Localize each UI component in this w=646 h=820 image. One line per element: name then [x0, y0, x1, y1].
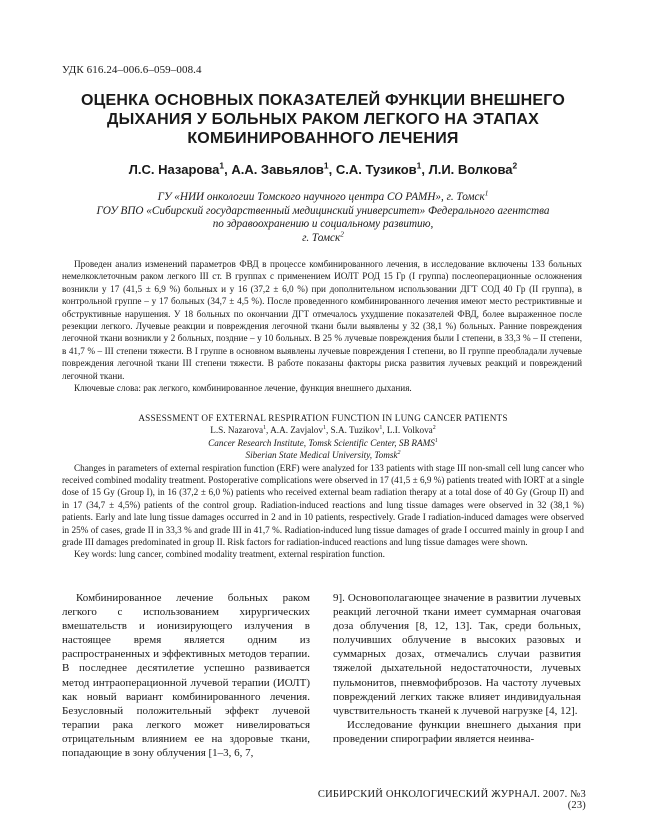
body-column-left	[62, 591, 310, 760]
en-affiliation-2-sup: 2	[397, 450, 401, 457]
affiliation-2-line2: по здравоохранению и социальному развитию,	[212, 218, 434, 230]
authors-ru: Л.С. Назарова$^1$, А.А. Завьялов$^1$, С.А. Тузиков$^1$, Л.И. Волкова$^2$	[128, 160, 518, 177]
en-author-sup: 2	[432, 425, 436, 432]
author-name: А.А. Завьялов	[231, 162, 324, 177]
abstract-en	[62, 412, 584, 561]
author-name: С.А. Тузиков	[335, 162, 417, 177]
affiliation-2-sup: 2	[340, 229, 344, 238]
en-affiliation-1-sup: 1	[434, 437, 438, 444]
author-sup: 1	[416, 160, 422, 171]
abstract-ru-text: Проведен анализ изменений параметров ФВД в процессе комбинированного лечения, в исследование включены 133 больных немелкоклеточным раком легкого III ст. В группах с применением ИОЛТ РОД 15 Гр (I группа) послеоперационные осложнения возникли у 17 (41,5 ± 6,9 %) больных и у 16 (37,2 ± 6,0 %) при дополнительном использовании ДГТ СОД 40 Гр (II группа), в контрольной группе – у 17 больных (34,7 ± 4,5 %). После проведенного комбинированного лечения имеют место рестриктивные и обструктивные нарушения. У 18 больных по окончании ДГТ отмечалось ухудшение показателей ФВД, более выраженное после резекции легкого. Лучевые реакции и повреждения легочной ткани были выявлены у 32 (38,1 %) больных. Ранние повреждения легочной ткани возникли у 2 больных, поздние – у 10 больных. В 25 % лучевые повреждения были I степени, в 33,3 % – II степени, в 41,7 % – III степени тяжести. В I группе в основном выявлены лучевые повреждения I степени, во II группе преобладали лучевые повреждения легочной ткани III степени тяжести. В работе показаны факторы риска развития лучевых реакций и повреждений легочной ткани.	[62, 259, 582, 381]
en-affiliation-1: Cancer Research Institute, Tomsk Scientific Center, SB RAMS	[208, 437, 435, 448]
en-authors: L.S. Nazarova$^1$, A.A. Zavjalov$^1$, S.A. Tuzikov$^1$, L.I. Volkova$^2$	[210, 425, 436, 436]
affiliation-1-sup: 1	[484, 189, 489, 198]
en-keywords: Key words: lung cancer, combined modality treatment, external respiration function.	[74, 549, 385, 560]
author-sup: 1	[323, 160, 329, 171]
abstract-ru	[62, 258, 582, 394]
author-sup: 2	[512, 160, 518, 171]
en-author-sup: 1	[322, 425, 326, 432]
keywords-ru: Ключевые слова: рак легкого, комбинированное лечение, функция внешнего дыхания.	[74, 383, 412, 394]
author-name: Л.И. Волкова	[428, 162, 513, 177]
affiliation-2-line1: ГОУ ВПО «Сибирский государственный медицинский университет» Федерального агентства	[96, 204, 550, 217]
author-sup: 1	[219, 160, 225, 171]
en-author-name: S.A. Tuzikov	[330, 425, 380, 436]
en-author-sup: 1	[263, 425, 267, 432]
affiliations-ru	[90, 191, 556, 245]
affiliation-1: ГУ «НИИ онкологии Томского научного центра СО РАМН», г. Томск	[157, 191, 485, 203]
body-column-right	[333, 591, 581, 746]
en-author-name: L.I. Volkova	[386, 425, 433, 436]
en-author-name: A.A. Zavjalov	[270, 425, 323, 436]
article-title: ОЦЕНКА ОСНОВНЫХ ПОКАЗАТЕЛЕЙ ФУНКЦИИ ВНЕШНЕГО ДЫХАНИЯ У БОЛЬНЫХ РАКОМ ЛЕГКОГО НА ЭТАПАХ КОМБИНИРОВАННОГО ЛЕЧЕНИЯ	[81, 92, 565, 147]
affiliation-2-line3: г. Томск	[302, 231, 341, 244]
author-name: Л.С. Назарова	[128, 162, 220, 177]
en-abstract-text: Changes in parameters of external respiration function (ERF) were analyzed for 133 patients with stage III non-small cell lung cancer who received combined modality treatment. Postoperative complications were observed in 17 (41,5 ± 6,9 %) patients treated with IORT at a single dose of 15 Gy (Group I), in 16 (37,2 ± 6,0 %) patients who received external beam radiation therapy at a total dose of 40 Gy (Group II) and in 17 (34,7 ± 4,5%) patients of the control group. Radiation-induced reactions and lung tissue damages were observed in 32 (38,1 %) patients. Early and late lung tissue damages occurred in 2 and in 10 patients, respectively. Grade I radiation-induced damages were observed in 25% of cases, grade II in 33,3 % and grade III in 41,7 %. Radiation-induced lung tissue damages of grade I occurred mainly in group I and grade III damages predominated in group II. Risk factors for radiation-induced reactions and lung tissue damages were shown.	[62, 462, 584, 548]
udc-code: УДК 616.24–006.6–059–008.4	[62, 64, 202, 76]
journal-footer: СИБИРСКИЙ ОНКОЛОГИЧЕСКИЙ ЖУРНАЛ. 2007. №3 (23)	[317, 789, 586, 811]
body-paragraph: 9]. Основополагающее значение в развитии лучевых реакций легочной ткани имеет суммарная очаговая доза облучения [8, 12, 13]. Так, среди больных, получивших облучение в высоких разовых и суммарных дозах, отмечались случаи развития тяжелой дыхательной недостаточности, лучевых пульмонитов, пневмофиброзов. На частоту лучевых повреждений легких также влияет индивидуальная чувствительность тканей к лучевой нагрузке [4, 12].	[333, 592, 581, 717]
body-paragraph: Комбинированное лечение больных раком легкого с использованием хирургических вмешательств и ионизирующего излучения в настоящее время является одним из распространенных и эффективных методов терапии. В последнее десятилетие успешно развивается метод интраоперационной лучевой терапии (ИОЛТ) как новый вариант комбинированного лечения. Безусловный положительный эффект лучевой терапии рака легкого может нивелироваться отрицательным влиянием ее на здоровые ткани, попадающие в зону облучения [1–3, 6, 7,	[62, 592, 310, 760]
en-title: ASSESSMENT OF EXTERNAL RESPIRATION FUNCTION IN LUNG CANCER PATIENTS	[138, 413, 508, 423]
en-author-sup: 1	[379, 425, 383, 432]
body-paragraph: Исследование функции внешнего дыхания при проведении спирографии является неинва-	[333, 718, 581, 745]
en-affiliation-2: Siberian State Medical University, Tomsk	[245, 450, 398, 461]
en-author-name: L.S. Nazarova	[210, 425, 264, 436]
